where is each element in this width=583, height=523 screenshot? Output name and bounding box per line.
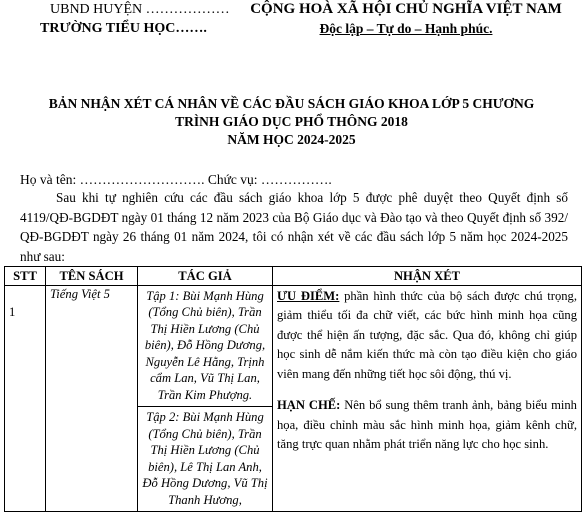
header-right (236, 0, 576, 38)
name-position-line: Họ và tên: ………………………. Chức vụ: ……………. (20, 172, 332, 187)
table-header-row (5, 267, 582, 286)
row-stt: 1 (5, 285, 46, 512)
uu-diem-paragraph (277, 287, 577, 385)
header-left (40, 0, 240, 38)
school-line: TRƯỜNG TIỂU HỌC……. (40, 21, 207, 36)
header-nhan-xet: NHẬN XÉT (273, 267, 582, 286)
header-ten-sach: TÊN SÁCH (46, 267, 138, 286)
row-nhan-xet (273, 285, 582, 512)
table-row (5, 285, 582, 407)
header-stt: STT (5, 267, 46, 286)
intro-paragraph: Sau khi tự nghiên cứu các đầu sách giáo khoa lớp 5 được phê duyệt theo Quyết định số 4119/QĐ-BGDĐT ngày 01 tháng 12 năm 2023 của Bộ Giáo dục và Đào tạo và theo Quyết định số 392/ QĐ-BGDĐT ngày 26 tháng 01 năm 2024, tôi có nhận xét về các đầu sách lớp 5 năm học 2024-2025 như sau: (20, 190, 568, 264)
han-che-paragraph (277, 396, 577, 455)
document-title (20, 95, 563, 149)
row-tac-gia-tap2: Tập 2: Bùi Mạnh Hùng (Tổng Chủ biên), Trần Thị Hiền Lương (Chủ biên), Lê Thị Lan Anh, Đỗ Hồng Dương, Vũ Thị Thanh Hương, (138, 407, 273, 512)
header-tac-gia: TÁC GIẢ (138, 267, 273, 286)
title-line-2: TRÌNH GIÁO DỤC PHỔ THÔNG 2018 (175, 114, 408, 129)
district-line: UBND HUYỆN ……………… (50, 2, 230, 17)
review-table (4, 266, 582, 512)
national-title: CỘNG HOÀ XÃ HỘI CHỦ NGHĨA VIỆT NAM (250, 1, 562, 17)
uu-diem-label: ƯU ĐIỂM: (277, 288, 340, 303)
title-line-1: BẢN NHẬN XÉT CÁ NHÂN VỀ CÁC ĐẦU SÁCH GIÁO KHOA LỚP 5 CHƯƠNG (48, 96, 535, 111)
row-tac-gia-tap1: Tập 1: Bùi Mạnh Hùng (Tổng Chủ biên), Trần Thị Hiền Lương (Chủ biên), Đỗ Hồng Dương, Nguyễn Lê Hằng, Trịnh cẩm Lan, Vũ Thị Lan, Trần Kim Phượng. (138, 285, 273, 407)
uu-diem-text: phần hình thức của bộ sách được chú trọng, giảm thiểu tối đa chữ viết, các bức hình minh họa cũng được thể hiện ấn tượng, đặc sắc. Qua đó, không chỉ giúp học sinh dễ nắm kiến thức mà còn tạo điều kiện cho giáo viên mang đến những tiết học sôi động, thú vị. (277, 288, 577, 381)
han-che-text: Nên bổ sung thêm tranh ảnh, bảng biểu minh họa, điều chỉnh màu sắc hình minh họa, giảm kênh chữ, tăng trực quan nhằm phát triển năng lực cho học sinh. (277, 398, 577, 451)
row-ten-sach: Tiếng Việt 5 (46, 285, 138, 512)
national-motto: Độc lập – Tự do – Hạnh phúc. (319, 21, 493, 36)
han-che-label: HẠN CHẾ: (277, 398, 341, 412)
title-line-3: NĂM HỌC 2024-2025 (227, 132, 356, 147)
